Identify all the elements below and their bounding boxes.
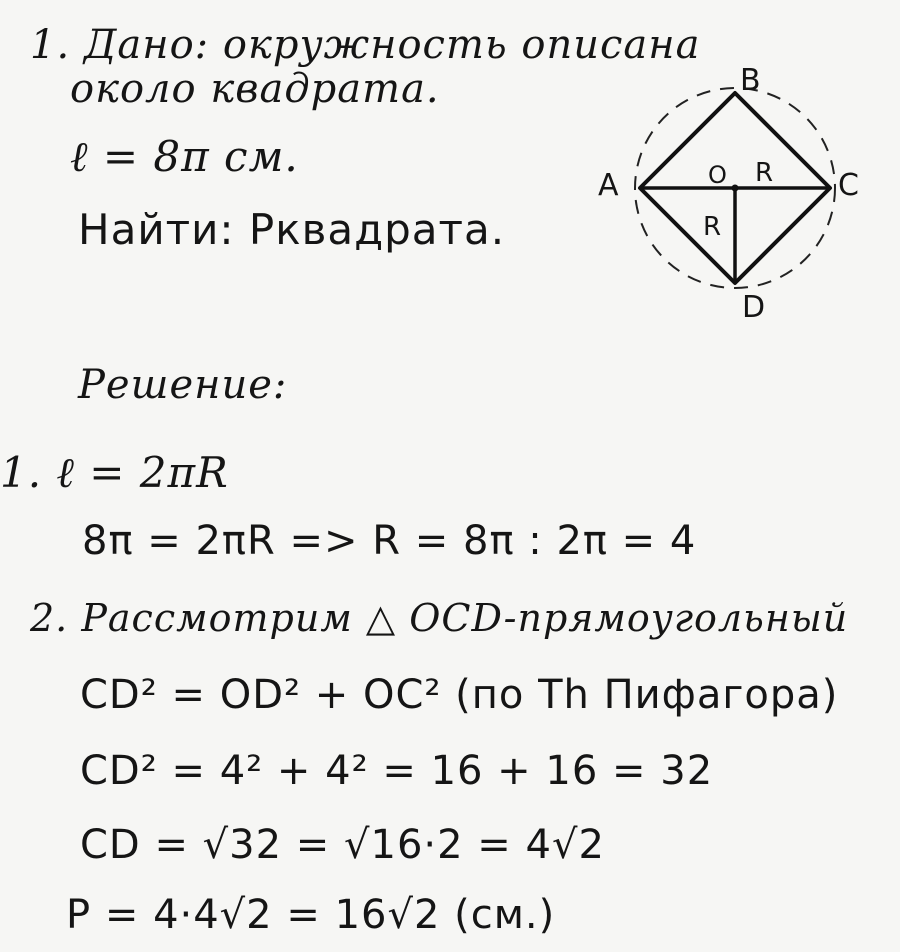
pythagoras-equation: CD² = OD² + OC² (по Th Пифагора): [80, 672, 839, 718]
given-circumference: ℓ = 8π см.: [70, 132, 299, 181]
step-2-statement: 2. Рассмотрим △ OCD-прямоугольный: [30, 596, 849, 640]
cd-calculation: CD = √32 = √16·2 = 4√2: [80, 822, 605, 868]
step-1-calculation: 8π = 2πR => R = 8π : 2π = 4: [82, 518, 697, 564]
solution-heading: Решение:: [78, 362, 288, 408]
center-point: [732, 185, 739, 192]
square-in-circle-diagram: [580, 55, 880, 325]
cd-squared-calculation: CD² = 4² + 4² = 16 + 16 = 32: [80, 748, 714, 794]
vertex-label-b: B: [740, 63, 761, 98]
vertex-label-c: C: [838, 168, 859, 203]
radius-label-horizontal: R: [755, 158, 774, 188]
given-statement-line-2: около квадрата.: [70, 66, 440, 112]
given-statement-line-1: 1. Дано: окружность описана: [30, 22, 701, 68]
vertex-label-a: A: [598, 168, 619, 203]
step-1-formula: 1. ℓ = 2πR: [0, 448, 229, 497]
radius-label-vertical: R: [703, 212, 722, 242]
perimeter-result: P = 4·4√2 = 16√2 (см.): [66, 892, 556, 938]
center-label-o: O: [708, 161, 727, 189]
vertex-label-d: D: [742, 290, 766, 325]
find-statement: Найти: Pквадрата.: [78, 205, 506, 254]
